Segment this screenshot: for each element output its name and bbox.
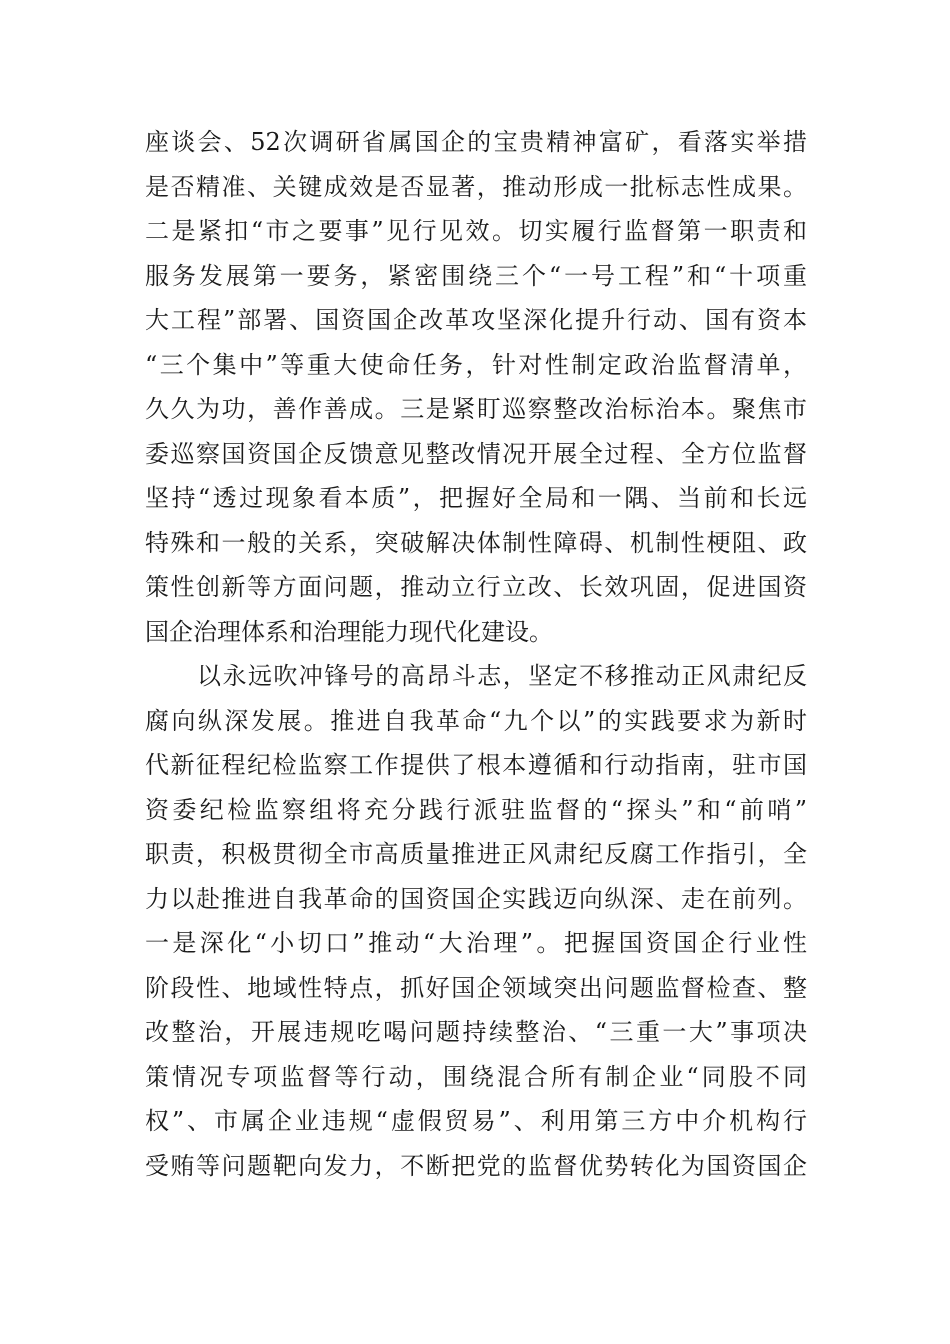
text-line: “三个集中”等重大使命任务，针对性制定政治监督清单，	[145, 350, 807, 379]
text-line: 策性创新等方面问题，推动立行立改、长效巩固，促进国资	[145, 573, 807, 601]
text-line: 职责，积极贯彻全市高质量推进正风肃纪反腐工作指引，全	[145, 840, 807, 868]
text-line: 腐向纵深发展。推进自我革命“九个以”的实践要求为新时	[145, 706, 807, 735]
text-line: 改整治，开展违规吃喝问题持续整治、“三重一大”事项决	[145, 1018, 807, 1046]
text-line: 一是深化“小切口”推动“大治理”。把握国资国企行业性	[145, 929, 807, 957]
text-line: 策情况专项监督等行动，围绕混合所有制企业“同股不同	[145, 1062, 807, 1091]
text-line: 特殊和一般的关系，突破解决体制性障碍、机制性梗阻、政	[145, 528, 807, 557]
text-line: 久久为功，善作善成。三是紧盯巡察整改治标治本。聚焦市	[145, 395, 807, 423]
paragraph-start-line: 以永远吹冲锋号的高昂斗志，坚定不移推动正风肃纪反	[197, 662, 807, 690]
text-line: 是否精准、关键成效是否显著，推动形成一批标志性成果。	[145, 172, 807, 201]
text-line: 阶段性、地域性特点，抓好国企领域突出问题监督检查、整	[145, 973, 807, 1002]
text-line: 坚持“透过现象看本质”，把握好全局和一隅、当前和长远	[145, 484, 807, 512]
text-line: 受贿等问题靶向发力，不断把党的监督优势转化为国资国企	[145, 1151, 807, 1180]
text-line: 资委纪检监察组将充分践行派驻监督的“探头”和“前哨”	[145, 795, 807, 824]
text-line: 力以赴推进自我革命的国资国企实践迈向纵深、走在前列。	[145, 884, 807, 913]
document-body	[145, 120, 807, 1188]
text-line: 委巡察国资国企反馈意见整改情况开展全过程、全方位监督	[145, 439, 807, 468]
text-line: 权”、市属企业违规“虚假贸易”、利用第三方中介机构行	[145, 1107, 807, 1135]
paragraph-end-line: 国企治理体系和治理能力现代化建设。	[145, 617, 553, 646]
text-line: 大工程”部署、国资国企改革攻坚深化提升行动、国有资本	[145, 306, 807, 334]
text-line: 服务发展第一要务，紧密围绕三个“一号工程”和“十项重	[145, 261, 807, 290]
text-line: 二是紧扣“市之要事”见行见效。切实履行监督第一职责和	[145, 217, 807, 245]
text-line: 代新征程纪检监察工作提供了根本遵循和行动指南，驻市国	[145, 751, 807, 779]
text-line: 座谈会、52次调研省属国企的宝贵精神富矿，看落实举措	[145, 128, 807, 156]
